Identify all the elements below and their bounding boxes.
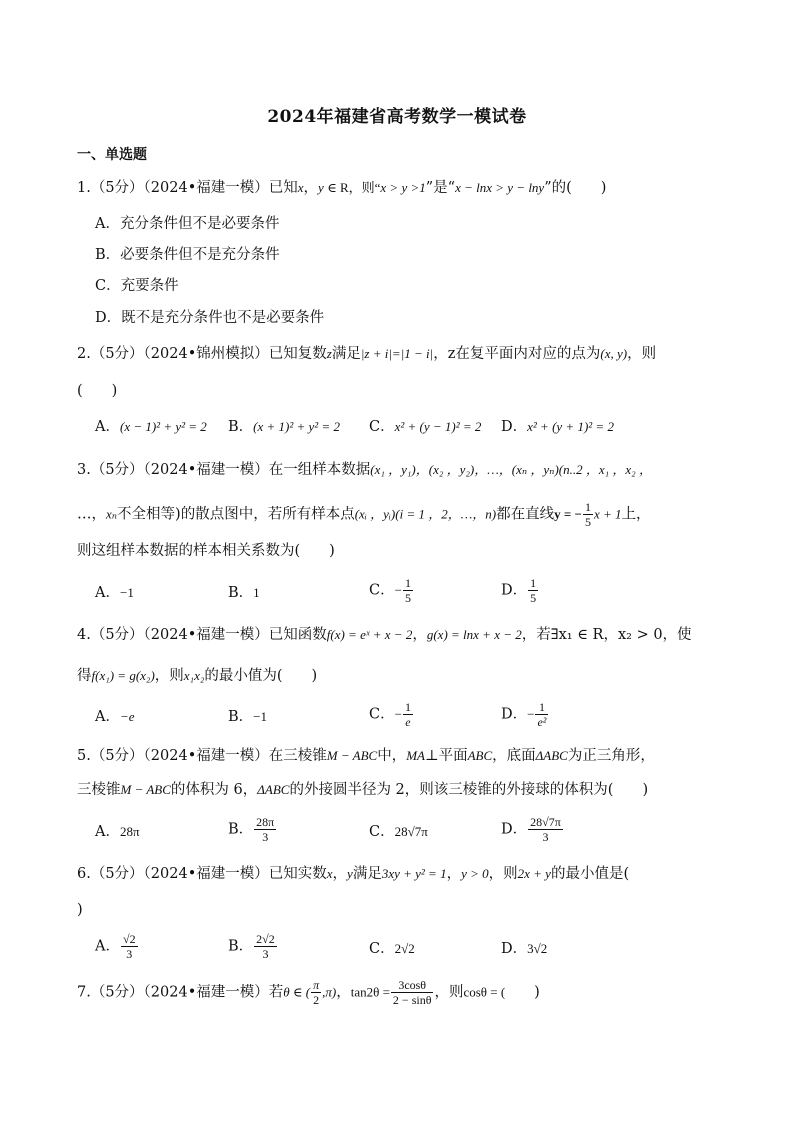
q6-opt-b-den: 3 [262,947,269,961]
q5-option-d-label: D． [501,821,528,838]
question-5-line-2 [77,780,727,800]
q6-l1-e: 满足 [352,866,382,882]
q3-option-c [369,576,414,605]
q7-l1-b: θ ∈ ( [283,984,311,1000]
q5-l1-d: MA [406,748,425,763]
q2-option-a [95,417,207,437]
q6-l1-j: 2x + y [517,866,551,881]
q6-option-d-value: 3√2 [527,941,548,956]
q3-line-eq-left: y = − [554,506,582,522]
question-2-stem [77,344,727,364]
q6-l1-h: y > 0 [461,866,489,881]
q6-l1-b: x [326,866,333,881]
q6-option-d-label: D． [501,941,528,957]
q1-comma: ， [303,180,319,196]
q4-product: x₁x₂ [183,668,205,683]
q1-option-a: A．充分条件但不是必要条件 [95,216,280,232]
question-4-line-1 [77,625,727,645]
q5-l2-c: 的体积为 6， [170,782,258,798]
q2-option-b-label: B． [228,419,254,435]
q5-option-a [95,822,140,842]
question-3-line-3: 则这组样本数据的样本相关系数为( ) [77,543,335,559]
q6-l1-d: y [347,866,353,881]
q3-opt-d-num: 1 [530,576,537,590]
q5-l2-a: 三棱锥 [77,782,121,798]
q3-option-d-fraction [528,576,538,605]
q1-tail: ”的( ) [544,180,607,196]
q5-option-c-label: C． [369,824,395,840]
q2-option-c-label: C． [369,419,395,435]
q7-l1-g: cosθ = ( [463,984,506,1000]
q1-option-b: B．必要条件但不是充分条件 [95,247,280,263]
q4-opt-d-num: 1 [535,700,548,715]
page-title: 2024年福建省高考数学一模试卷 [267,107,527,127]
q5-option-b-label: B． [228,821,254,838]
q6-l1-f: 3xy + y² = 1 [381,866,447,881]
q3-line1-text: 3.（5分）（2024•福建一模）在一组样本数据 [77,462,371,478]
q1-option-d: D．既不是充分条件也不是必要条件 [95,310,325,326]
q7-l1-c: ,π) [322,984,337,1000]
q5-option-b-fraction [254,815,276,844]
q7-frac2-num: 3cosθ [391,978,434,993]
q2-option-b [228,417,340,437]
q3-line2-text-b: 都在直线 [496,506,555,523]
q7-l1-h: ) [505,984,540,1001]
q4-line1-text: 4.（5分）（2024•福建一模）已知函数 [77,627,327,643]
q5-l2-b: M − ABC [120,782,171,797]
q3-option-b-label: B． [228,585,254,601]
q4-line2-c: ，则 [154,668,184,684]
q4-option-b [228,707,267,727]
q4-option-a-value: −e [119,709,135,724]
q5-l1-e: ⊥平面 [424,748,468,764]
q3-frac-num: 1 [584,500,591,514]
q6-option-c-label: C． [369,941,395,957]
question-4-line-2 [77,666,727,686]
q1-in-r: ∈ R，则“ [323,180,381,195]
q5-l1-a: 5.（5分）（2024•福建一模）在三棱锥 [77,748,327,764]
q7-frac2-den: 2 − sinθ [392,993,432,1007]
q3-option-d [501,576,539,605]
q1-var-x: x [297,180,304,195]
q1-cond1: x > y >1 [380,180,426,195]
q7-l1-e: tan2θ = [350,984,390,1000]
q4-opt-d-den: e² [537,715,547,729]
q4-option-b-value: −1 [253,709,267,724]
q3-opt-d-den: 5 [530,591,537,605]
q6-option-c-value: 2√2 [394,941,415,956]
q3-line2-end: 上， [621,506,651,523]
q4-option-c-fraction [403,700,413,729]
q5-option-a-value: 28π [119,824,140,839]
q1-stem-text: 1.（5分）（2024•福建一模）已知 [77,180,298,196]
q6-opt-b-num: 2√2 [256,932,275,946]
question-6-line-1 [77,864,727,884]
q2-option-b-math: (x + 1)² + y² = 2 [253,419,340,434]
q1-option-c: C．充要条件 [95,278,179,294]
q3-option-a-value: −1 [119,585,134,600]
question-7-line-1 [77,978,727,1007]
q5-l1-c: 中， [377,748,407,764]
q3-option-a-label: A． [95,585,120,601]
q4-option-d-label: D． [501,706,528,723]
question-3-line-2 [77,500,727,529]
q4-option-d-sign: − [527,706,535,722]
q5-option-b [228,815,277,844]
q3-line-eq-right: x + 1 [593,506,622,522]
q2-option-d-math: x² + (y + 1)² = 2 [527,419,614,434]
q6-l1-i: ，则 [488,866,518,882]
q5-opt-d-num: 28√7π [530,815,561,829]
q6-l1-a: 6.（5分）（2024•福建一模）已知实数 [77,866,327,882]
q1-mid: ”是“ [425,180,456,196]
question-1-stem [77,178,727,198]
q3-xn: xₙ [106,506,118,522]
q6-option-a-label: A． [95,938,120,955]
q7-pi-half-fraction [311,978,321,1007]
q5-opt-d-den: 3 [542,830,549,844]
q1-var-y: y [318,180,324,195]
q4-option-c-sign: − [394,706,402,722]
q4-option-d [501,700,549,729]
q7-l1-a: 7.（5分）（2024•福建一模）若 [77,984,284,1001]
q6-option-a [95,932,139,961]
q5-option-d-fraction [528,815,563,844]
q2-point: (x, y) [600,346,628,361]
q2-satisfy: 满足 [331,346,361,362]
q3-opt-c-num: 1 [404,576,411,590]
q2-tail: ，z在复平面内对应的点为 [433,346,601,362]
q5-l1-g: ，底面 [492,748,536,764]
q6-option-a-fraction [121,932,138,961]
section-heading: 一、单选题 [77,147,147,163]
q3-option-c-fraction [403,576,413,605]
q3-option-c-sign: − [394,582,402,598]
q5-opt-b-num: 28π [256,815,275,829]
q5-option-c-value: 28√7π [394,824,428,839]
q5-l2-e: 的外接圆半径为 2，则该三棱锥的外接球的体积为( ) [289,782,649,798]
q1-cond2: x − lnx > y − lny [455,180,545,195]
q2-var-z: z [326,346,332,361]
q3-sample-point: (xᵢ ，yᵢ)(i = 1 ，2，…，n) [354,506,497,522]
q6-option-b [228,932,278,961]
q4-f-def: f(x) = eˣ + x − 2 [326,627,413,642]
q4-option-c-label: C． [369,706,395,723]
q2-option-a-label: A． [95,419,120,435]
q4-option-d-fraction [535,700,548,729]
q3-opt-c-den: 5 [404,591,411,605]
q2-option-c-math: x² + (y − 1)² = 2 [394,419,482,434]
question-5-line-1 [77,746,727,766]
q5-l2-d: ΔABC [257,782,290,797]
q2-option-c [369,417,481,437]
question-3-line-1 [77,460,727,480]
q3-line1-math: (x₁ ，y₁)，(x₂ ，y₂)，…，(xₙ ，yₙ)(n..2 ，x₁ ，x₂ ， [370,462,652,477]
q2-abs: |z + i|=|1 − i| [360,346,434,361]
q3-line2-text: 不全相等)的散点图中，若所有样本点 [117,506,355,523]
q6-option-d [501,939,547,959]
q6-opt-a-den: 3 [126,947,133,961]
q2-option-d-label: D． [501,419,528,435]
q6-l1-k: 的最小值是( [550,866,630,882]
q3-option-b-value: 1 [253,585,260,600]
q6-opt-a-num: √2 [122,932,136,946]
q7-l1-f: ，则 [434,984,464,1001]
q4-option-b-label: B． [228,709,254,725]
q3-option-d-label: D． [501,582,528,599]
q5-option-d [501,815,564,844]
q3-line-fraction [583,500,593,529]
q3-frac-den: 5 [584,515,591,529]
q2-then: ，则 [627,346,657,362]
q4-option-c [369,700,414,729]
q6-option-b-fraction [254,932,277,961]
q7-l1-d: ， [336,984,351,1001]
q4-option-a-label: A． [95,709,120,725]
q7-tan-fraction [391,978,434,1007]
q4-exists: ，若∃x₁ ∈ R，x₂ > 0，使 [521,627,692,643]
q4-line2-a: 得 [77,668,92,684]
q5-l1-h: ΔABC [535,748,568,763]
q2-paren: ( ) [77,383,118,399]
q4-g-def: g(x) = lnx + x − 2 [426,627,522,642]
q4-equation: f(x₁) = g(x₂) [91,668,155,683]
q5-l1-i: 为正三角形， [567,748,655,764]
q5-option-a-label: A． [95,824,120,840]
q4-line2-e: 的最小值为( ) [204,668,318,684]
q5-l1-f: ABC [467,748,493,763]
q4-opt-c-num: 1 [404,700,411,714]
q3-ellipsis: …， [77,506,106,523]
q4-opt-c-den: e [405,715,411,729]
q4-comma: ， [412,627,427,643]
q7-frac1-den: 2 [313,993,320,1007]
q4-option-a [95,707,135,727]
q3-option-a [95,583,134,603]
q2-option-a-math: (x − 1)² + y² = 2 [119,419,207,434]
q3-option-c-label: C． [369,582,395,599]
q6-option-b-label: B． [228,938,254,955]
q5-l1-b: M − ABC [326,748,378,763]
q6-l1-g: ， [446,866,462,882]
question-6-line-2: ) [77,902,83,918]
q5-opt-b-den: 3 [262,830,269,844]
q5-option-c [369,822,428,842]
q2-option-d [501,417,614,437]
q2-stem-text: 2.（5分）（2024•锦州模拟）已知复数 [77,346,327,362]
q7-frac1-num: π [313,978,320,992]
q6-l1-c: ， [332,866,348,882]
q3-option-b [228,583,260,603]
q6-option-c [369,939,415,959]
